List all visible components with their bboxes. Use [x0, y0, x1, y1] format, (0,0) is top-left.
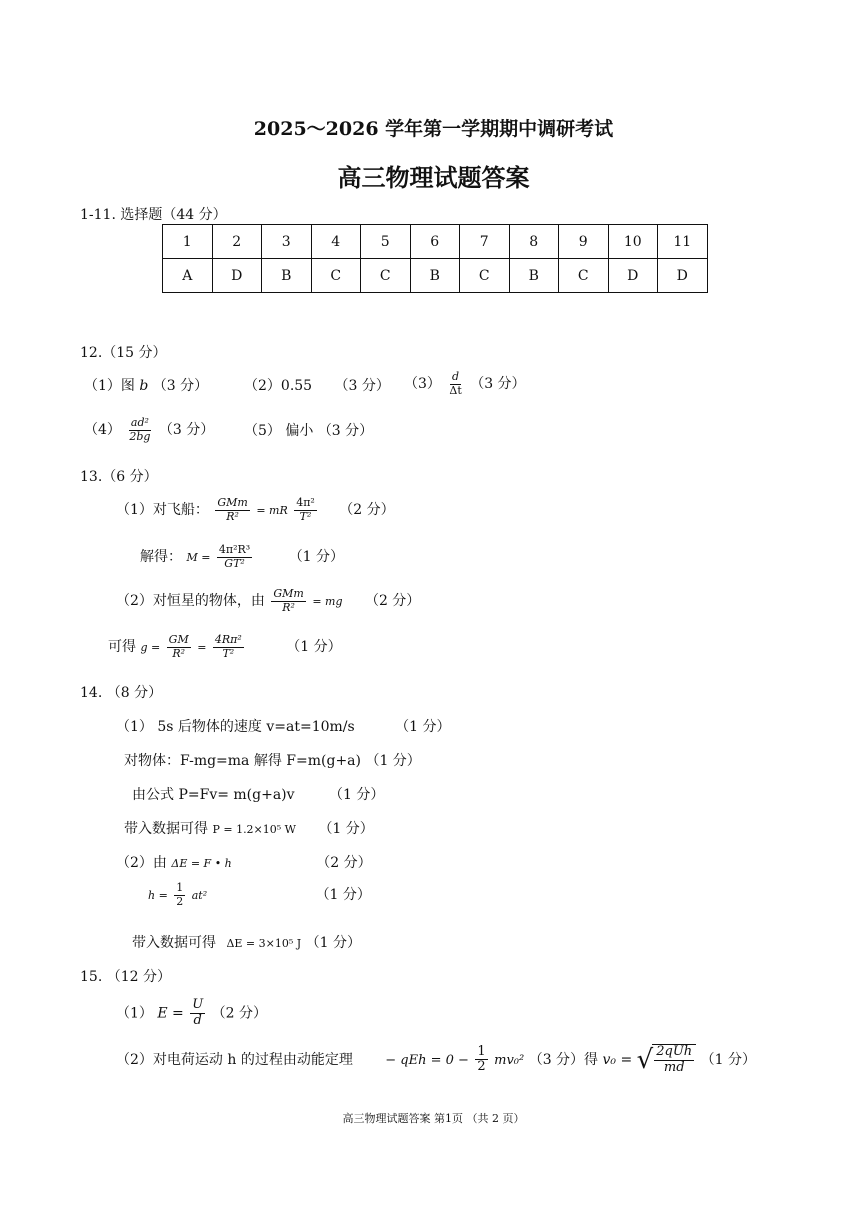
q12-part4-label: （4）	[84, 422, 121, 439]
q14-line4-text: 带入数据可得	[124, 821, 208, 837]
q12-part1-score: （3 分）	[152, 378, 209, 394]
q15-line1	[116, 998, 267, 1029]
q13-line3-fraction: $\frac{\text{GMm}}{\text{R²}}$	[273, 587, 304, 614]
q14-line5	[116, 852, 372, 872]
q14-line6-fraction: $\frac{1}{2}$	[176, 881, 184, 908]
q15-line2-score: （3 分）得	[528, 1051, 599, 1068]
q14-line2-text: 对物体：F-mg=ma 解得 F=m(g+a)	[124, 753, 361, 769]
answer-cell: B	[410, 259, 460, 293]
question-number: 9	[559, 225, 609, 259]
q15-line2-score2: （1 分）	[700, 1051, 756, 1068]
q15-line1-score: （2 分）	[211, 1005, 268, 1022]
question-number: 6	[410, 225, 460, 259]
q13-line2	[140, 544, 344, 570]
answer-cell: B	[509, 259, 559, 293]
q15-line2-fraction: $\frac{1}{2}$	[477, 1043, 486, 1075]
answer-cell: C	[311, 259, 361, 293]
q13-line3-score: （2 分）	[364, 593, 421, 610]
q12-part5	[244, 420, 373, 440]
q15-line2	[116, 1044, 756, 1076]
answer-key-title: 高三物理试题答案	[337, 163, 530, 192]
q12-part3	[404, 371, 526, 397]
q13-line1-fraction2: $\frac{\text{4π²}}{\text{T²}}$	[296, 496, 315, 523]
answer-cell: A	[163, 259, 213, 293]
answer-cell: D	[608, 259, 658, 293]
q14-line3-score: （1 分）	[329, 787, 385, 803]
question-number: 10	[608, 225, 658, 259]
q13-line1-fraction1: $\frac{\text{GMm}}{\text{R²}}$	[217, 496, 248, 523]
q15-heading: 15. （12 分）	[80, 969, 171, 985]
q15-line2-sqrt: √ $\frac{\text{2qUh}}{md}$	[637, 1044, 697, 1076]
q12-part4	[84, 417, 214, 443]
q13-line3-label: （2）对恒星的物体，由	[116, 593, 265, 610]
q15-line1-fraction: $\frac{U}{d}$	[192, 997, 204, 1028]
answer-cell: C	[559, 259, 609, 293]
question-number: 7	[460, 225, 510, 259]
q13-line4-fraction1: $\frac{GM}{\text{R²}}$	[168, 633, 189, 660]
q14-line3-text: 由公式 P=Fv= m(g+a)v	[132, 787, 295, 803]
question-number-row	[163, 225, 708, 259]
q13-line4	[108, 634, 342, 660]
q15-line1-label: （1）	[116, 1005, 153, 1022]
q14-line4-eq: P = 1.2×10⁵ W	[212, 823, 296, 836]
q13-line4-eq: =	[197, 641, 207, 655]
q14-line5-score: （2 分）	[316, 855, 372, 871]
answer-cell: C	[361, 259, 411, 293]
question-number: 2	[212, 225, 262, 259]
question-number: 3	[262, 225, 312, 259]
q13-line4-fraction2: $\frac{\text{4Rπ²}}{\text{T²}}$	[214, 633, 242, 660]
question-number: 8	[509, 225, 559, 259]
q12-part2	[244, 375, 390, 395]
q14-line2-score: （1 分）	[365, 753, 421, 769]
q13-line2-fraction: $\frac{\text{4π²R³}}{\text{GT²}}$	[218, 543, 251, 570]
q12-part2-label: （2）0.55	[244, 378, 313, 394]
q13-line3	[116, 588, 420, 614]
exam-title: 2025～2026 学年第一学期期中调研考试	[253, 118, 614, 140]
q12-part3-label: （3）	[404, 376, 441, 393]
question-number: 1	[163, 225, 213, 259]
q14-line1	[116, 716, 451, 736]
answer-cell: B	[262, 259, 312, 293]
q14-line5-text: （2）由	[116, 855, 167, 871]
q13-line2-lhs: M =	[186, 551, 211, 565]
q12-part1-label: （1）图	[84, 378, 135, 394]
q14-line6-rhs: at²	[191, 889, 208, 903]
question-number: 11	[658, 225, 708, 259]
q12-part5-score: （3 分）	[317, 423, 374, 439]
q14-line1-score: （1 分）	[395, 719, 451, 735]
answer-table	[162, 224, 708, 293]
sqrt-icon: √	[636, 1044, 654, 1075]
question-number: 5	[361, 225, 411, 259]
q14-line1-text: （1） 5s 后物体的速度 v=at=10m/s	[116, 719, 355, 735]
answer-cell: D	[658, 259, 708, 293]
q14-line6-lhs: h =	[148, 889, 168, 903]
multiple-choice-heading: 1-11. 选择题（44 分）	[80, 207, 227, 223]
question-number: 4	[311, 225, 361, 259]
q13-line4-label: 可得	[108, 639, 136, 656]
q15-line2-label: （2）对电荷运动 h 的过程由动能定理	[116, 1051, 353, 1068]
answer-cell: C	[460, 259, 510, 293]
q14-line7	[132, 932, 361, 952]
q14-line2	[124, 750, 421, 770]
q15-line1-lhs: E =	[157, 1005, 184, 1022]
q12-part2-score: （3 分）	[334, 378, 390, 394]
q13-line4-score: （1 分）	[286, 639, 342, 656]
q15-line2-lhs: − qEh = 0 −	[385, 1052, 469, 1068]
q13-line2-score: （1 分）	[288, 549, 345, 566]
q13-line1	[116, 497, 395, 523]
q13-line2-label: 解得：	[140, 549, 182, 566]
q14-line6	[148, 882, 371, 908]
q14-line7-eq: ΔE = 3×10⁵ J	[226, 937, 302, 950]
q13-line4-lhs: g =	[140, 641, 161, 655]
answer-cell: D	[212, 259, 262, 293]
q14-line3	[132, 784, 384, 804]
q15-line2-v0: v₀ =	[602, 1051, 633, 1068]
q13-line1-score: （2 分）	[339, 502, 395, 519]
q14-line7-score: （1 分）	[305, 935, 361, 951]
q12-part5-label: （5） 偏小	[244, 423, 314, 439]
q12-part3-fraction: $\frac{d}{\Delta t}$	[449, 370, 462, 397]
q12-heading: 12.（15 分）	[80, 345, 167, 361]
q14-line7-text: 带入数据可得	[132, 935, 216, 951]
q13-heading: 13.（6 分）	[80, 469, 158, 485]
q15-line2-rhs: mv₀²	[494, 1052, 525, 1068]
q14-line4-score: （1 分）	[318, 821, 374, 837]
q13-line1-mid: = mR	[256, 504, 288, 518]
page-footer: 高三物理试题答案 第1页 （共 2 页）	[342, 1112, 525, 1125]
q14-heading: 14. （8 分）	[80, 685, 163, 701]
q12-part1-var: b	[139, 378, 149, 394]
q13-line1-label: （1）对飞船：	[116, 502, 209, 519]
q12-part3-score: （3 分）	[470, 376, 526, 393]
q12-part4-score: （3 分）	[158, 422, 215, 439]
q14-line5-eq: ΔE = F • h	[171, 857, 232, 870]
q12-part1	[84, 375, 208, 395]
answer-row	[163, 259, 708, 293]
q12-part4-fraction: $\frac{\text{ad²}}{2bg}$	[129, 416, 151, 443]
q14-line6-score: （1 分）	[315, 887, 371, 904]
q14-line4	[124, 818, 374, 838]
q13-line3-rhs: = mg	[312, 595, 343, 609]
